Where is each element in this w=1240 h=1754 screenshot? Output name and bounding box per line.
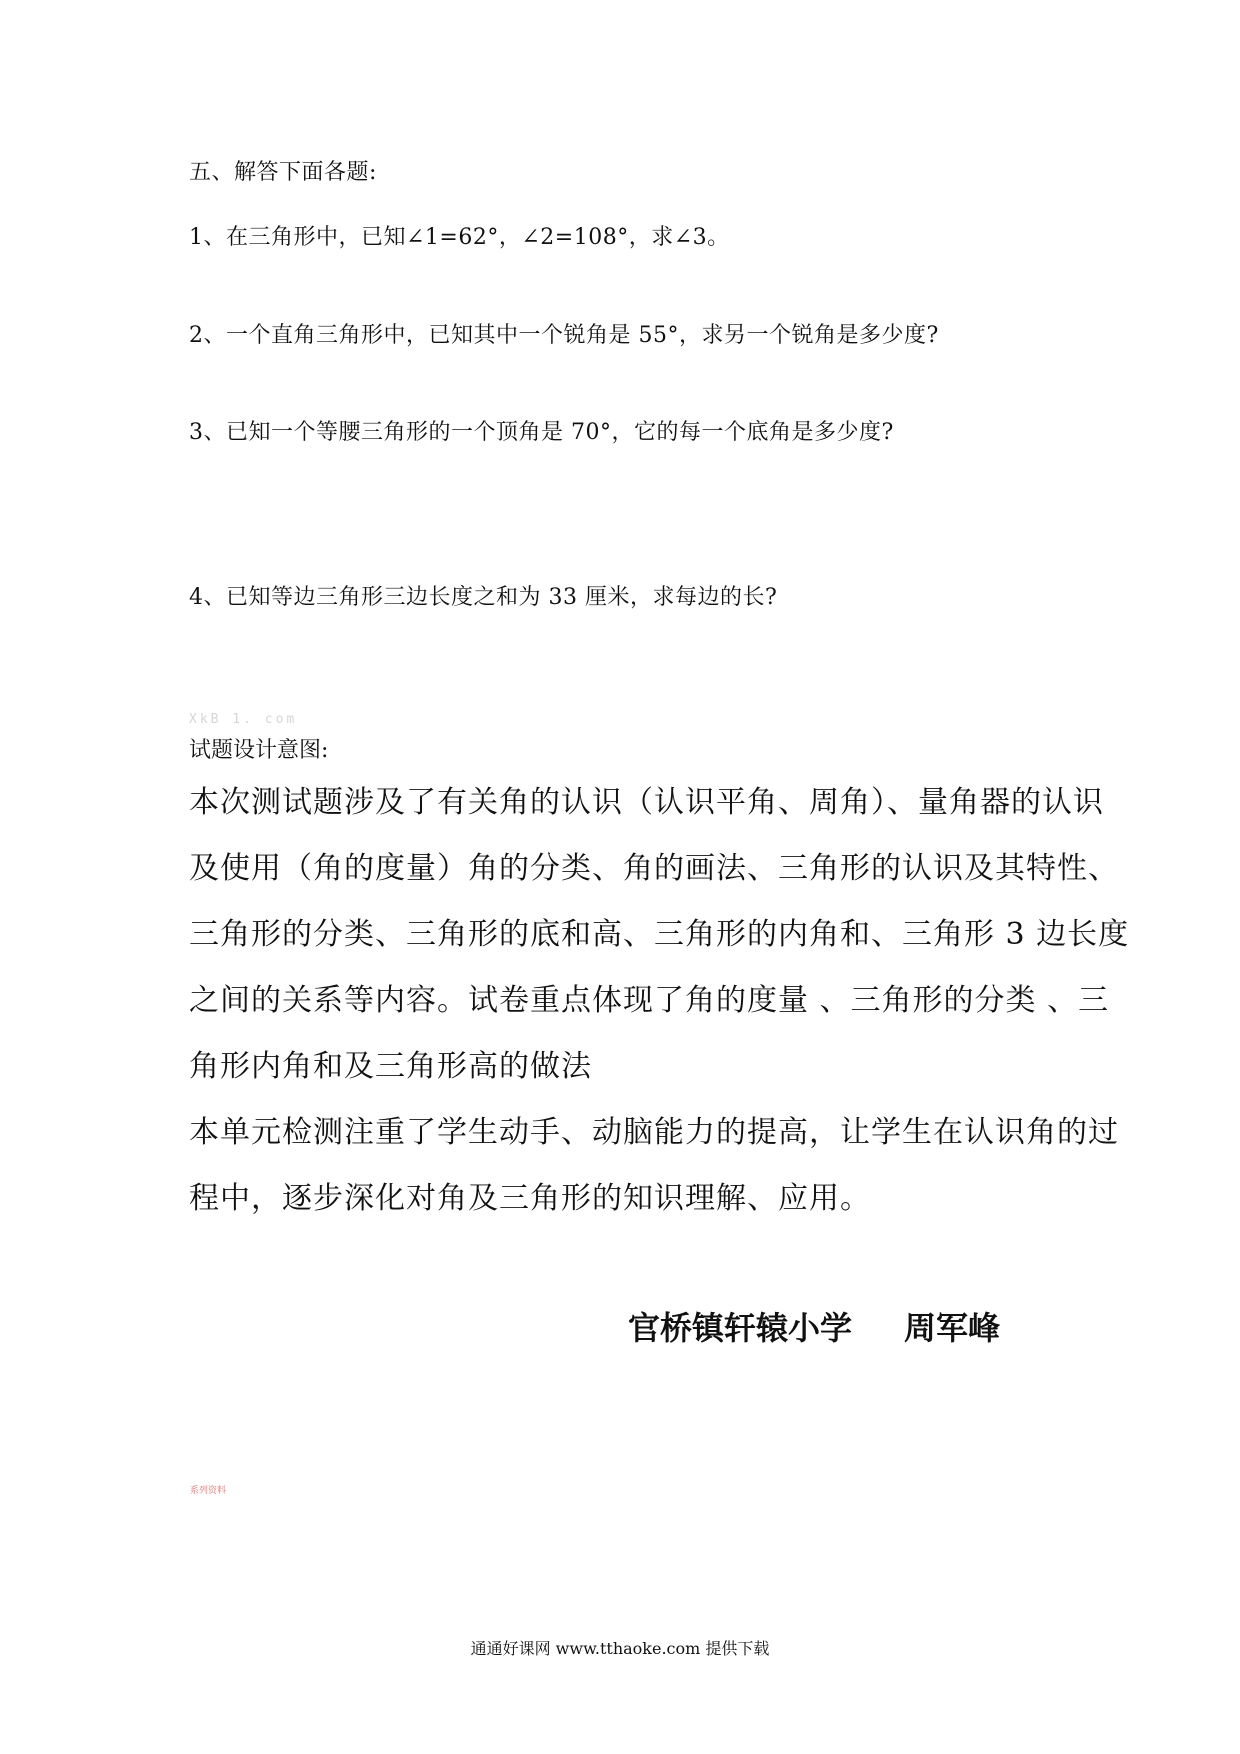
paragraph-line: 之间的关系等内容。试卷重点体现了角的度量 、三角形的分类 、三 <box>189 983 1110 1018</box>
paragraph-line: 程中，逐步深化对角及三角形的知识理解、应用。 <box>189 1181 871 1216</box>
signature <box>628 1303 1000 1349</box>
question-2: 2、一个直角三角形中，已知其中一个锐角是 55°，求另一个锐角是多少度? <box>189 323 939 348</box>
paragraph-line: 本次测试题涉及了有关角的认识（认识平角、周角）、量角器的认识 <box>189 785 1104 820</box>
series-materials-link[interactable]: 系列资料 <box>190 1486 227 1496</box>
design-paragraph-1 <box>189 770 1130 1100</box>
design-intent-title: 试题设计意图: <box>189 738 329 763</box>
paragraph-line: 及使用（角的度量）角的分类、角的画法、三角形的认识及其特性、 <box>189 851 1119 886</box>
signature-school: 官桥镇轩辕小学 <box>628 1309 853 1347</box>
page-footer: 通通好课网 www.tthaoke.com 提供下载 <box>470 1639 770 1658</box>
watermark-text: XkB 1. com <box>189 712 298 727</box>
paragraph-line: 本单元检测注重了学生动手、动脑能力的提高，让学生在认识角的过 <box>189 1115 1119 1150</box>
section-heading: 五、解答下面各题: <box>189 160 377 185</box>
signature-author: 周军峰 <box>904 1309 1001 1347</box>
question-4: 4、已知等边三角形三边长度之和为 33 厘米，求每边的长? <box>189 585 778 610</box>
paragraph-line: 角形内角和及三角形高的做法 <box>189 1049 592 1084</box>
design-paragraph-2 <box>189 1100 1119 1232</box>
question-1: 1、在三角形中，已知∠1=62°，∠2=108°，求∠3。 <box>189 225 730 250</box>
question-3: 3、已知一个等腰三角形的一个顶角是 70°，它的每一个底角是多少度? <box>189 420 894 445</box>
paragraph-line: 三角形的分类、三角形的底和高、三角形的内角和、三角形 3 边长度 <box>189 917 1130 952</box>
